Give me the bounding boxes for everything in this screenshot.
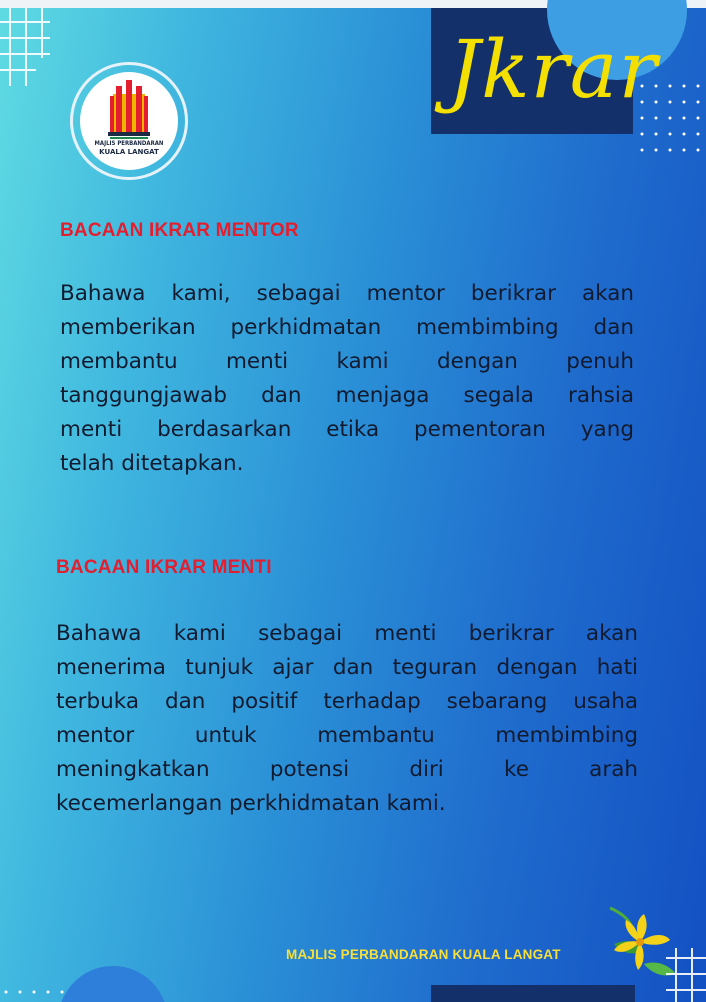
pledge-line: menti berdasarkan etika pementoran yang [60,417,634,442]
logo-caption-line2: KUALA LANGAT [99,148,159,156]
bottom-bar [431,985,635,1002]
pledge-line: Bahawa kami, sebagai mentor berikrar akan [60,281,634,306]
pledge-text-menti [56,617,638,821]
section-heading-menti: BACAAN IKRAR MENTI [56,557,272,578]
section-heading-mentor: BACAAN IKRAR MENTOR [60,220,299,241]
pledge-line: meningkatkan potensi diri ke arah [56,757,638,782]
pledge-line: menerima tunjuk ajar dan teguran dengan hati [56,655,638,680]
pledge-line: telah ditetapkan. [60,451,244,476]
circle-decoration-bottom-left [58,966,168,1002]
pledge-line: membantu menti kami dengan penuh [60,349,634,374]
grid-decoration-bottom-right [660,940,706,1002]
pledge-line: Bahawa kami sebagai menti berikrar akan [56,621,638,646]
pledge-line: mentor untuk membantu membimbing [56,723,638,748]
footer-organisation: MAJLIS PERBANDARAN KUALA LANGAT [286,947,561,962]
logo-caption-line1: MAJLIS PERBANDARAN [94,140,164,147]
pledge-line: kecemerlangan perkhidmatan kami. [56,791,446,816]
pledge-text-mentor [60,277,634,481]
pledge-line: tanggungjawab dan menjaga segala rahsia [60,383,634,408]
dot-grid-bottom-left [0,986,70,1002]
grid-decoration-top-left [0,8,56,90]
pledge-line: terbuka dan positif terhadap sebarang usaha [56,689,638,714]
page-title: Jkrar [448,23,658,116]
pledge-line: memberikan perkhidmatan membimbing dan [60,315,634,340]
